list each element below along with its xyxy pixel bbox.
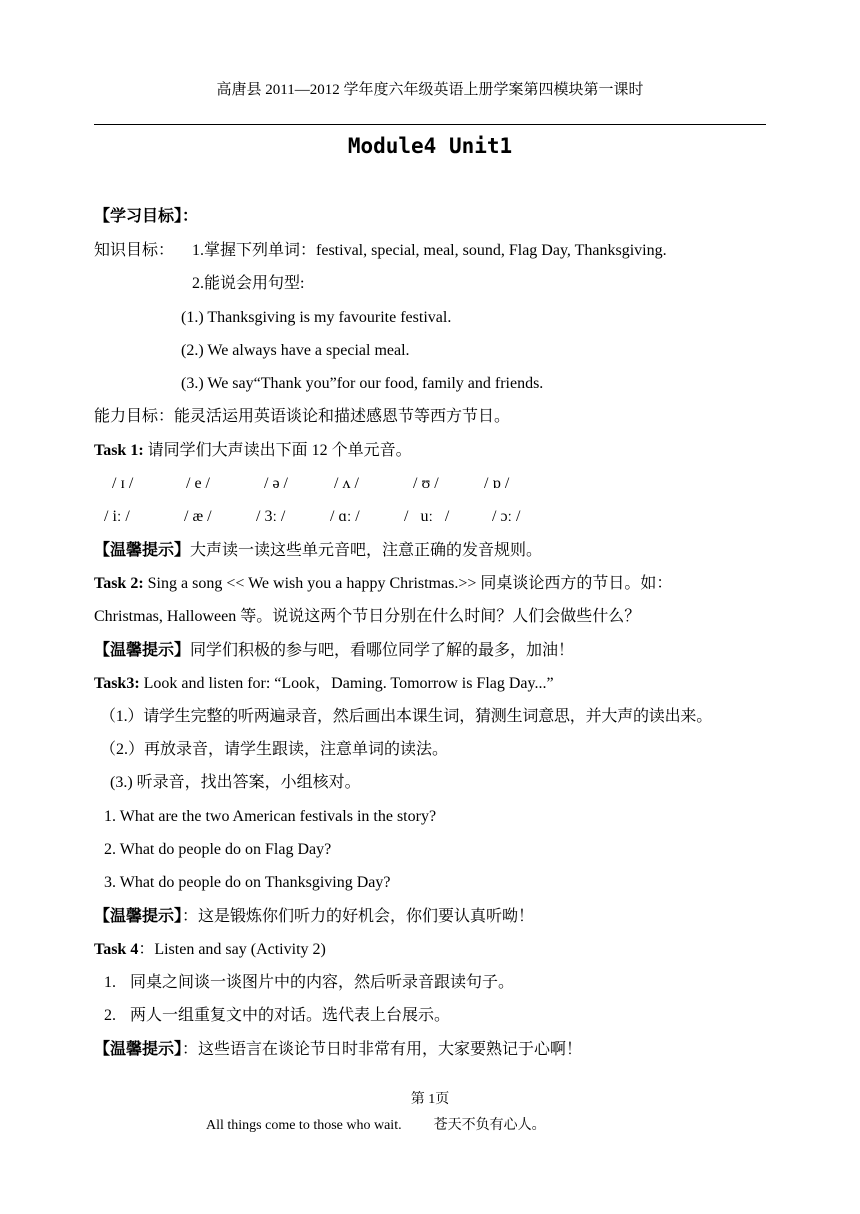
task3-step-2: （2.）再放录音，请学生跟读，注意单词的读法。	[100, 741, 449, 758]
question-1: 1. What are the two American festivals in the story?	[104, 808, 437, 825]
task3-text: Look and listen for: “Look，Daming. Tomorrow is Flag Day...”	[139, 675, 554, 692]
knowledge-item-1: 1.掌握下列单词：festival, special, meal, sound, Flag Day, Thanksgiving.	[192, 242, 667, 259]
page-number: 第 1页	[410, 1092, 450, 1107]
tip-label: 【温馨提示】	[94, 908, 183, 925]
sentence-2: (2.) We always have a special meal.	[181, 342, 410, 359]
sentence-3: (3.) We say“Thank you”for our food, family and friends.	[181, 375, 544, 392]
knowledge-item-2: 2.能说会用句型:	[192, 275, 305, 292]
task2-text: Sing a song << We wish you a happy Christmas.>> 同桌谈论西方的节日。如：	[143, 575, 673, 592]
phoneme: / uː /	[404, 508, 450, 525]
phoneme: / ɔː /	[492, 508, 521, 525]
phoneme: / ə /	[264, 475, 288, 492]
phoneme: / ɒ /	[484, 475, 510, 492]
task4-item-1: 1. 同桌之间谈一谈图片中的内容，然后听录音跟读句子。	[104, 974, 515, 991]
knowledge-label: 知识目标：	[94, 242, 175, 259]
task1-tip: 【温馨提示】大声读一读这些单元音吧，注意正确的发音规则。	[94, 542, 543, 559]
tip-label: 【温馨提示】	[94, 642, 191, 659]
phoneme: / ʊ /	[413, 475, 439, 492]
header-rule	[94, 124, 766, 125]
task1-line	[94, 441, 412, 461]
task2-tip: 【温馨提示】同学们积极的参与吧，看哪位同学了解的最多，加油！	[94, 642, 575, 659]
document-title: Module4 Unit1	[347, 134, 513, 158]
task2-line	[94, 574, 672, 594]
task4-label: Task 4	[94, 941, 139, 958]
task4-tip: 【温馨提示】：这些语言在谈论节日时非常有用，大家要熟记于心啊！	[94, 1041, 583, 1058]
footer-quote	[206, 1114, 546, 1134]
task4-item-2: 2. 两人一组重复文中的对话。选代表上台展示。	[104, 1007, 451, 1024]
task2-line-2: Christmas, Halloween 等。说说这两个节日分别在什么时间？人们会做些什么？	[94, 608, 641, 625]
quote-chinese: 苍天不负有心人。	[433, 1118, 546, 1133]
quote-english: All things come to those who wait.	[206, 1118, 402, 1133]
task2-label: Task 2:	[94, 575, 144, 592]
task1-text: 请同学们大声读出下面 12 个单元音。	[143, 442, 412, 459]
phoneme: / iː /	[104, 508, 130, 525]
phoneme: / e /	[186, 475, 210, 492]
task3-line	[94, 674, 554, 694]
task3-label: Task3:	[94, 675, 140, 692]
phoneme: / ɑː /	[330, 508, 360, 525]
page-header: 高唐县 2011—2012 学年度六年级英语上册学案第四模块第一课时	[216, 82, 644, 98]
question-3: 3. What do people do on Thanksgiving Day?	[104, 874, 391, 891]
task4-line	[94, 940, 326, 960]
tip-label: 【温馨提示】	[94, 542, 191, 559]
tip-label: 【温馨提示】	[94, 1041, 183, 1058]
objectives-heading: 【学习目标】：	[94, 208, 199, 225]
task3-step-3: (3.) 听录音，找出答案，小组核对。	[110, 774, 361, 791]
task3-step-1: （1.）请学生完整的听两遍录音，然后画出本课生词，猜测生词意思，并大声的读出来。	[100, 708, 713, 725]
phoneme: / 3ː /	[256, 508, 286, 525]
sentence-1: (1.) Thanksgiving is my favourite festival.	[181, 309, 452, 326]
task4-text: ：Listen and say (Activity 2)	[138, 941, 326, 958]
question-2: 2. What do people do on Flag Day?	[104, 841, 332, 858]
phoneme: / ɪ /	[112, 475, 134, 492]
ability-goal: 能力目标：能灵活运用英语谈论和描述感恩节等西方节日。	[94, 408, 511, 425]
phoneme: / æ /	[184, 508, 212, 525]
task3-tip: 【温馨提示】：这是锻炼你们听力的好机会，你们要认真听呦！	[94, 908, 535, 925]
knowledge-goal-line	[94, 241, 667, 261]
task1-label: Task 1:	[94, 442, 144, 459]
phoneme: / ʌ /	[334, 475, 359, 492]
